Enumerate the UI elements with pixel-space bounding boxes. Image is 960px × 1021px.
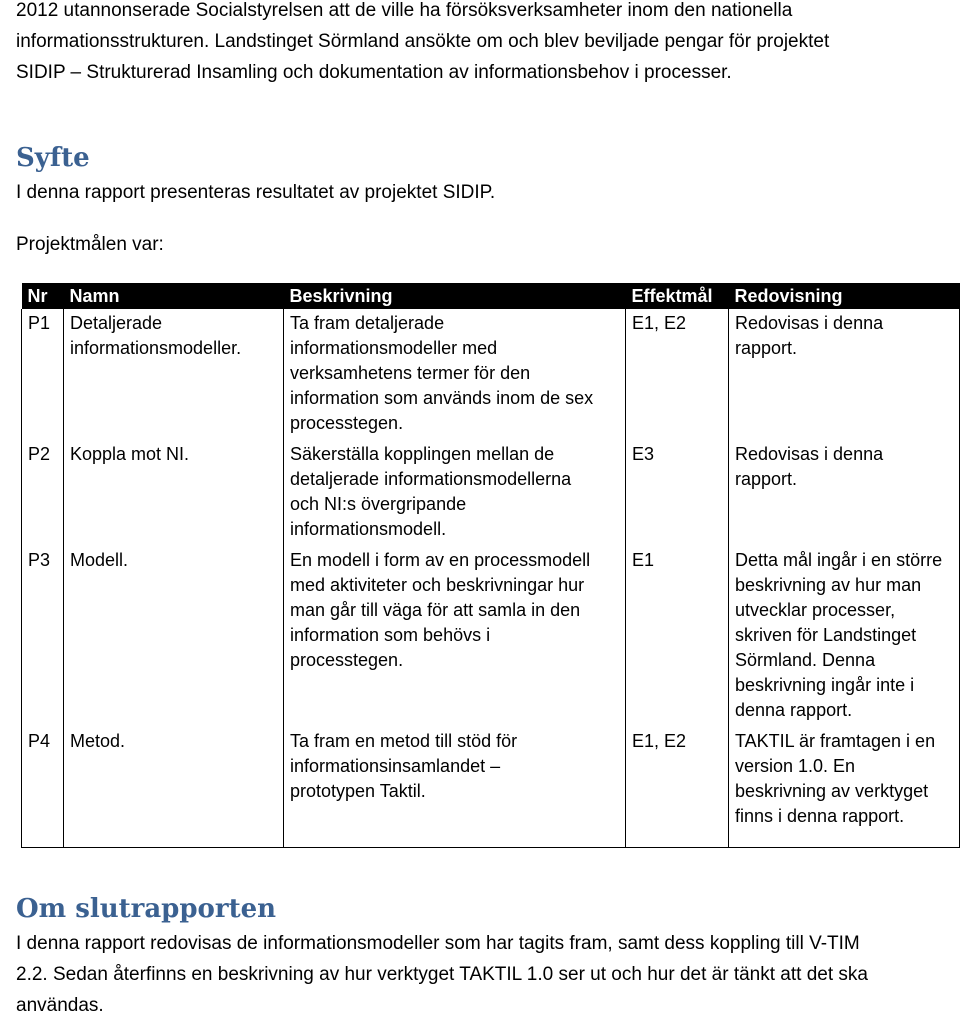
cell-redovisning-line: rapport.: [735, 338, 798, 358]
cell-namn-line: Modell.: [70, 550, 129, 570]
cell-beskrivning-line: informationsmodell.: [290, 519, 447, 539]
cell-redovisning-line: Detta mål ingår i en större: [735, 550, 943, 570]
cell-redovisning-line: version 1.0. En: [735, 756, 856, 776]
syfte-heading: Syfte: [16, 143, 90, 173]
cell-beskrivning: [284, 546, 626, 727]
header-namn: Namn: [64, 283, 284, 309]
cell-effektmal: E3: [626, 440, 729, 546]
cell-redovisning-line: rapport.: [735, 469, 798, 489]
cell-redovisning-line: beskrivning ingår inte i: [735, 675, 915, 695]
cell-redovisning-line: Sörmland. Denna: [735, 650, 876, 670]
cell-beskrivning-line: Säkerställa kopplingen mellan de: [290, 444, 555, 464]
cell-beskrivning-line: verksamhetens termer för den: [290, 363, 531, 383]
table-row: [22, 727, 960, 847]
cell-redovisning-line: skriven för Landstinget: [735, 625, 917, 645]
cell-beskrivning-line: Ta fram en metod till stöd för: [290, 731, 518, 751]
cell-namn: [64, 727, 284, 847]
cell-redovisning-line: TAKTIL är framtagen i en: [735, 731, 936, 751]
cell-beskrivning-line: informationsinsamlandet –: [290, 756, 501, 776]
table-row: [22, 546, 960, 727]
cell-redovisning: [729, 309, 960, 440]
cell-beskrivning-line: informationsmodeller med: [290, 338, 498, 358]
syfte-text: I denna rapport presenteras resultatet av projektet SIDIP.: [16, 182, 496, 203]
cell-beskrivning-line: Ta fram detaljerade: [290, 313, 445, 333]
cell-beskrivning-line: information som behövs i: [290, 625, 491, 645]
cell-namn: [64, 309, 284, 440]
cell-beskrivning-line: prototypen Taktil.: [290, 781, 426, 801]
cell-beskrivning-line: detaljerade informationsmodellerna: [290, 469, 572, 489]
cell-redovisning-line: beskrivning av hur man: [735, 575, 922, 595]
header-redovisning: Redovisning: [729, 283, 960, 309]
cell-redovisning-line: Redovisas i denna: [735, 444, 884, 464]
cell-redovisning: [729, 440, 960, 546]
cell-effektmal: E1: [626, 546, 729, 727]
slutrapport-line: I denna rapport redovisas de informationsmodeller som har tagits fram, samt dess koppling till V-TIM: [16, 933, 860, 954]
slutrapport-line: 2.2. Sedan återfinns en beskrivning av hur verktyget TAKTIL 1.0 ser ut och hur det är tänkt att det ska: [16, 964, 868, 985]
header-beskrivning: Beskrivning: [284, 283, 626, 309]
cell-redovisning-line: beskrivning av verktyget: [735, 781, 929, 801]
cell-redovisning: [729, 546, 960, 727]
cell-namn-line: Detaljerade: [70, 313, 163, 333]
cell-redovisning-line: denna rapport.: [735, 700, 853, 720]
cell-beskrivning: [284, 727, 626, 847]
cell-nr: P2: [22, 440, 64, 546]
cell-beskrivning: [284, 309, 626, 440]
cell-namn-line: Metod.: [70, 731, 126, 751]
cell-effektmal: E1, E2: [626, 309, 729, 440]
header-nr: Nr: [22, 283, 64, 309]
cell-beskrivning-line: och NI:s övergripande: [290, 494, 467, 514]
intro-line: SIDIP – Strukturerad Insamling och dokumentation av informationsbehov i processer.: [16, 62, 732, 83]
cell-effektmal: E1, E2: [626, 727, 729, 847]
goals-intro: Projektmålen var:: [16, 234, 164, 255]
slutrapport-heading: Om slutrapporten: [16, 894, 277, 924]
cell-redovisning-line: Redovisas i denna: [735, 313, 884, 333]
cell-redovisning-line: utvecklar processer,: [735, 600, 896, 620]
intro-line: 2012 utannonserade Socialstyrelsen att de ville ha försöksverksamheter inom den nationella: [16, 0, 793, 21]
cell-nr: P1: [22, 309, 64, 440]
cell-namn-line: informationsmodeller.: [70, 338, 242, 358]
slutrapport-paragraph: [16, 928, 946, 1021]
table-row: [22, 309, 960, 440]
cell-beskrivning-line: processtegen.: [290, 650, 404, 670]
intro-line: informationsstrukturen. Landstinget Sörmland ansökte om och blev beviljade pengar för projektet: [16, 31, 830, 52]
cell-namn: [64, 546, 284, 727]
cell-beskrivning-line: med aktiviteter och beskrivningar hur: [290, 575, 585, 595]
cell-namn: [64, 440, 284, 546]
cell-nr: P3: [22, 546, 64, 727]
cell-beskrivning-line: man går till väga för att samla in den: [290, 600, 581, 620]
slutrapport-line: användas.: [16, 995, 104, 1016]
cell-redovisning-line: finns i denna rapport.: [735, 806, 905, 826]
header-effektmal: Effektmål: [626, 283, 729, 309]
cell-redovisning: [729, 727, 960, 847]
cell-namn-line: Koppla mot NI.: [70, 444, 190, 464]
cell-nr: P4: [22, 727, 64, 847]
cell-beskrivning-line: information som används inom de sex: [290, 388, 594, 408]
cell-beskrivning-line: En modell i form av en processmodell: [290, 550, 591, 570]
goals-table: [21, 283, 960, 848]
cell-beskrivning-line: processtegen.: [290, 413, 404, 433]
table-row: [22, 440, 960, 546]
table-header-row: [22, 283, 960, 309]
intro-paragraph: [16, 0, 946, 88]
cell-beskrivning: [284, 440, 626, 546]
